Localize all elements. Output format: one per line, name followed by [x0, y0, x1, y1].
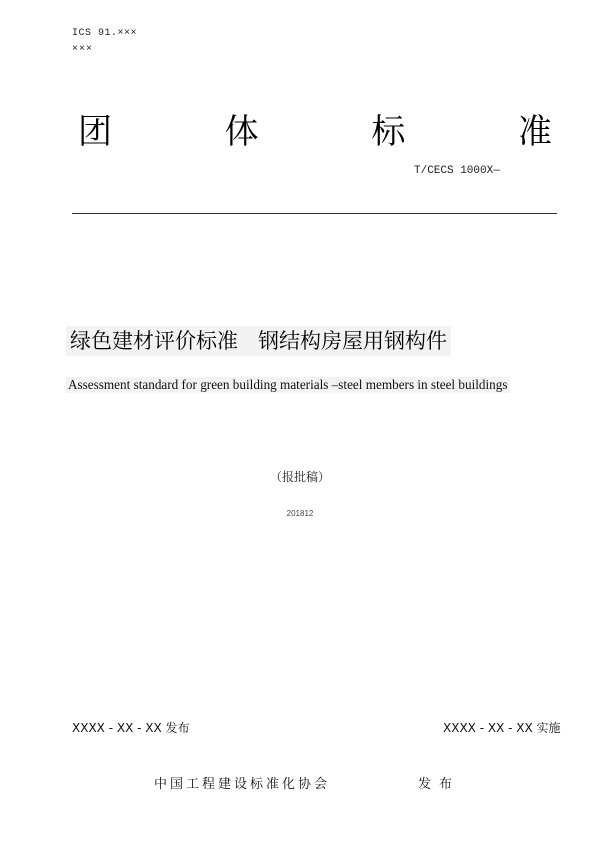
- title-chinese-part2: 钢结构房屋用钢构件: [258, 329, 447, 353]
- implementation-date: XXXX - XX - XX 实施: [443, 721, 561, 735]
- ccs-code: ×××: [72, 44, 94, 55]
- standard-type-char: 体: [224, 112, 259, 152]
- standard-type-char: 标: [371, 112, 406, 152]
- standard-type-heading: [78, 112, 552, 152]
- header-divider: [72, 213, 557, 214]
- draft-date: 201812: [286, 509, 314, 518]
- standard-type-char: 准: [517, 112, 552, 152]
- title-chinese-part1: 绿色建材评价标准: [70, 329, 238, 353]
- publisher-name: 中国工程建设标准化协会: [154, 777, 331, 792]
- title-chinese: [66, 326, 451, 356]
- issue-date: XXXX - XX - XX 发布: [72, 721, 190, 735]
- ics-code: ICS 91.×××: [72, 28, 138, 39]
- standard-number: T/CECS 1000X—: [414, 165, 500, 177]
- publish-label: 发布: [418, 777, 461, 792]
- title-english: Assessment standard for green building materials –steel members in steel buildings: [68, 377, 508, 392]
- draft-status: （报批稿）: [269, 470, 330, 484]
- standard-type-char: 团: [78, 112, 112, 152]
